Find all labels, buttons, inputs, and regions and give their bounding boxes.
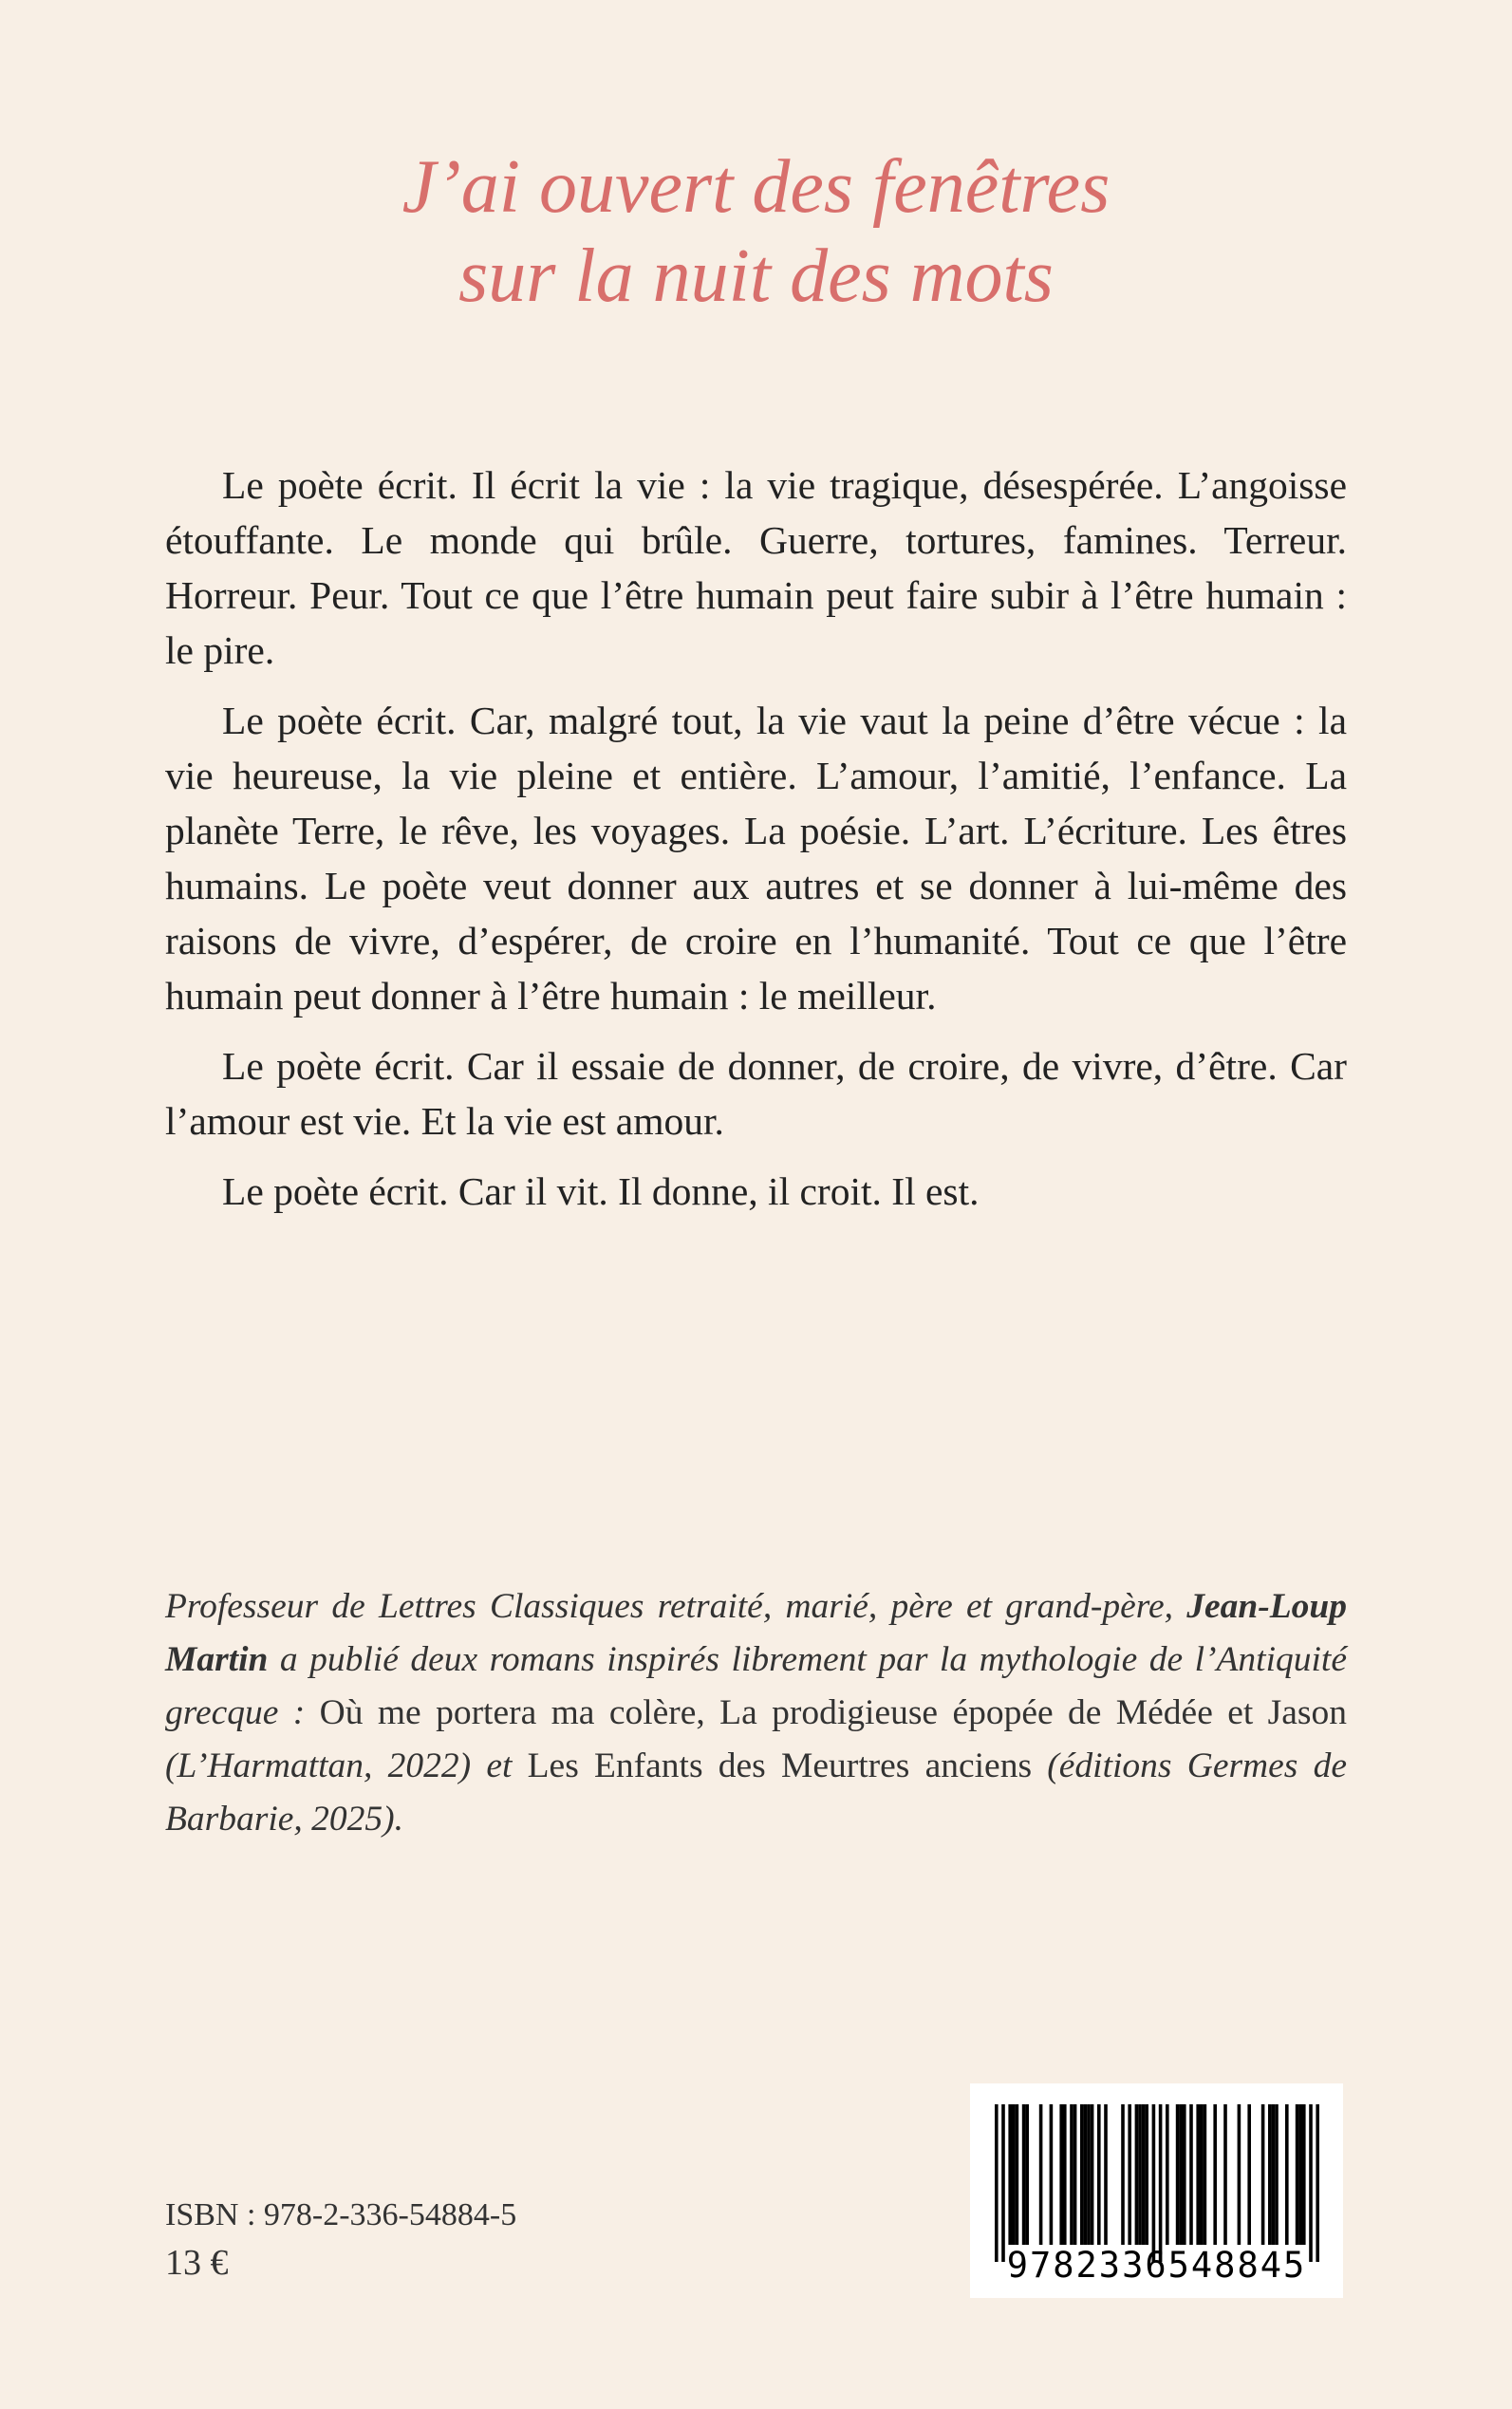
barcode-bar	[1285, 2104, 1289, 2245]
barcode-bar	[1080, 2104, 1084, 2245]
barcode-bar	[1272, 2104, 1276, 2245]
blurb-paragraph-4: Le poète écrit. Car il vit. Il donne, il croit. Il est.	[222, 1169, 980, 1213]
barcode-bar	[1104, 2104, 1108, 2245]
barcode-bar	[1142, 2104, 1146, 2245]
barcode-bar	[1138, 2104, 1142, 2245]
barcode-bar	[1039, 2104, 1043, 2245]
bio-middle: a publié deux romans inspirés librement par la mythologie de l’Antiquité grecque :	[165, 1640, 1347, 1732]
author-bio	[165, 1580, 1347, 1846]
author-name: Jean-Loup Martin	[165, 1587, 1347, 1679]
book-title-line-2: sur la nuit des mots	[458, 234, 1054, 318]
barcode-bar	[1238, 2104, 1241, 2245]
barcode-bar	[1050, 2104, 1054, 2245]
publisher-2: (éditions Germes de Barbarie, 2025).	[165, 1746, 1347, 1839]
isbn: ISBN : 978-2-336-54884-5	[165, 2197, 517, 2232]
barcode-bar	[1097, 2104, 1101, 2245]
barcode-bar	[1298, 2104, 1302, 2245]
barcode-bar	[1152, 2104, 1156, 2262]
bio-intro: Professeur de Lettres Classiques retraité, marié, père et grand-père,	[165, 1587, 1187, 1626]
barcode-bar	[1200, 2104, 1204, 2245]
barcode-bar	[1063, 2104, 1067, 2245]
barcode-bar	[1135, 2104, 1139, 2245]
barcode-bar	[1091, 2104, 1094, 2245]
barcode-bar	[1001, 2104, 1005, 2262]
barcode-bar	[1166, 2104, 1169, 2245]
price: 13 €	[165, 2243, 229, 2283]
barcode-bar	[1302, 2104, 1306, 2245]
barcode-bar	[1213, 2104, 1217, 2245]
barcode-bar	[1179, 2104, 1183, 2245]
barcode-bar	[1176, 2104, 1180, 2245]
barcode-bar	[1316, 2104, 1319, 2262]
book-title-line-1: J’ai ouvert des fenêtres	[401, 145, 1111, 229]
barcode-bar	[1145, 2104, 1148, 2245]
barcode-bar	[1070, 2104, 1073, 2245]
barcode-bar	[1059, 2104, 1063, 2245]
barcode-bar	[1087, 2104, 1091, 2245]
barcode-bar	[1261, 2104, 1265, 2245]
barcode-bar	[1268, 2104, 1272, 2245]
barcode-bar	[1073, 2104, 1077, 2245]
barcode-bar	[1016, 2104, 1019, 2245]
barcode-bar	[1247, 2104, 1251, 2245]
book-title-2: Les Enfants des Meurtres anciens	[527, 1746, 1033, 1785]
barcode-bar	[1189, 2104, 1193, 2245]
barcode	[970, 2083, 1343, 2298]
barcode-bar	[1275, 2104, 1279, 2245]
barcode-bar	[1309, 2104, 1313, 2262]
blurb-paragraph-2: Le poète écrit. Car, malgré tout, la vie vaut la peine d’être vécue : la vie heureuse, la vie pleine et entière. L’amour, l’amitié, l’enfance. La planète Terre, le rêve, les voyages. La poésie. L’art. L’écriture. Les êtres humains. Le poète veut donner aux autres et se donner à lui-même des raisons de vivre, d’espérer, de croire en l’humanité. Tout ce que l’être humain peut donner à l’être humain : le meilleur.	[165, 699, 1347, 1018]
barcode-bar	[1022, 2104, 1026, 2245]
book-title-1: Où me portera ma colère, La prodigieuse épopée de Médée et Jason	[319, 1693, 1347, 1732]
barcode-bar	[1223, 2104, 1227, 2245]
barcode-bar	[1159, 2104, 1163, 2262]
blurb	[165, 458, 1347, 1234]
barcode-digits: 9782336548845	[1006, 2245, 1307, 2286]
barcode-bar	[1008, 2104, 1012, 2245]
barcode-bar	[1084, 2104, 1088, 2245]
barcode-bar	[1296, 2104, 1299, 2245]
barcode-bar	[1204, 2104, 1207, 2245]
barcode-bar	[1121, 2104, 1125, 2245]
barcode-bar	[1128, 2104, 1131, 2245]
barcode-bar	[995, 2104, 999, 2262]
barcode-bar	[1183, 2104, 1186, 2245]
publisher-1: (L’Harmattan, 2022) et	[165, 1746, 528, 1785]
blurb-paragraph-1: Le poète écrit. Il écrit la vie : la vie tragique, désespérée. L’angoisse étouffante. Le monde qui brûle. Guerre, tortures, famines. Terreur. Horreur. Peur. Tout ce que l’être humain peut faire subir à l’être humain : le pire.	[165, 463, 1347, 672]
blurb-paragraph-3: Le poète écrit. Car il essaie de donner, de croire, de vivre, d’être. Car l’amour est vie. Et la vie est amour.	[165, 1044, 1347, 1143]
book-title	[0, 142, 1512, 321]
barcode-bar	[1025, 2104, 1029, 2245]
barcode-bar	[1012, 2104, 1016, 2245]
barcode-bar	[1196, 2104, 1200, 2245]
